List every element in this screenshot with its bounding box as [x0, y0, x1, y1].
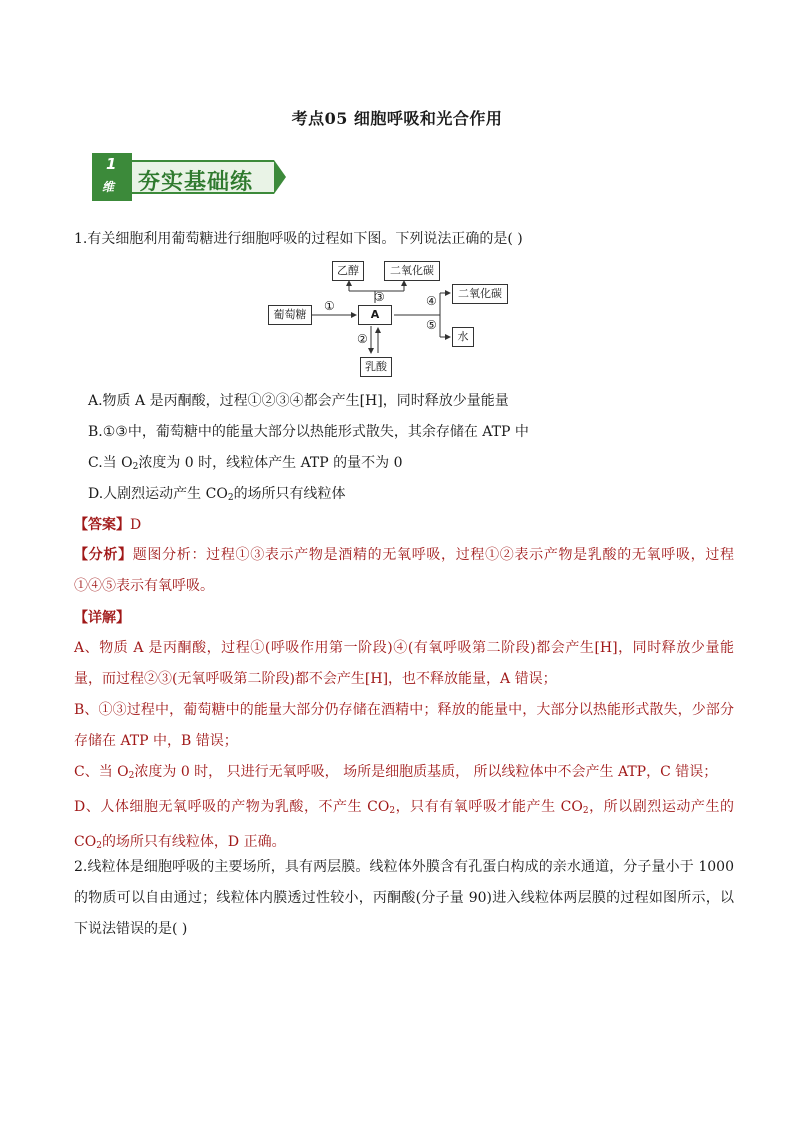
glucose-box: 葡萄糖 — [268, 305, 312, 325]
option-d: D.人剧烈运动产生 $CO_2$的场所只有线粒体 — [88, 486, 346, 503]
detail-label: 【详解】 — [74, 610, 130, 626]
option-c: C.当 $O_2$浓度为 0 时，线粒体产生 ATP 的量不为 0 — [88, 455, 403, 472]
detail-d: D、人体细胞无氧呼吸的产物为乳酸，不产生 $CO_2$，只有有氧呼吸才能产生 $CO_2$，所以剧烈运动产生的 $CO_2$的场所只有线粒体，D 正确。 — [74, 799, 735, 851]
step-4-label: ④ — [426, 294, 437, 308]
section-banner — [92, 153, 288, 201]
co2-top-box: 二氧化碳 — [384, 261, 440, 281]
banner-text: 夯实基础练 — [138, 170, 254, 195]
page-title: 考点05 细胞呼吸和光合作用 — [291, 109, 503, 128]
detail-block — [74, 633, 734, 862]
ethanol-box: 乙醇 — [332, 261, 364, 281]
option-b: B.①③中，葡萄糖中的能量大部分以热能形式散失，其余存储在 ATP 中 — [88, 424, 529, 440]
option-a: A.物质 A 是丙酮酸，过程①②③④都会产生[H]，同时释放少量能量 — [88, 393, 509, 409]
question-2-stem: 2.线粒体是细胞呼吸的主要场所，具有两层膜。线粒体外膜含有孔蛋白构成的亲水通道，分子量小于 1000 的物质可以自由通过；线粒体内膜透过性较小，丙酮酸(分子量 90)进入线粒体两层膜的过程如图所示，以下说法错误的是( ) — [74, 859, 734, 937]
question-1-stem: 1.有关细胞利用葡萄糖进行细胞呼吸的过程如下图。下列说法正确的是( ) — [74, 231, 523, 247]
answer-value: D — [130, 517, 142, 533]
water-box: 水 — [452, 327, 474, 347]
step-3-label: ③ — [374, 290, 385, 304]
co2-right-box: 二氧化碳 — [452, 284, 508, 304]
badge-unit: 维 — [102, 180, 115, 194]
respiration-diagram — [264, 257, 514, 381]
banner-strip — [132, 160, 274, 194]
banner-arrow-icon — [274, 160, 286, 194]
detail-b: B、①③过程中，葡萄糖中的能量大部分仍存储在酒精中；释放的能量中，大部分以热能形式散失，少部分存储在 ATP 中，B 错误； — [74, 702, 734, 749]
pyruvate-a-box: A — [358, 305, 392, 325]
analysis-label: 【分析】 — [74, 547, 133, 563]
step-5-label: ⑤ — [426, 318, 437, 332]
step-2-label: ② — [357, 332, 368, 346]
level-badge — [92, 153, 132, 201]
answer-line — [74, 513, 141, 537]
analysis-text: 题图分析：过程①③表示产物是酒精的无氧呼吸，过程①②表示产物是乳酸的无氧呼吸，过程①④⑤表示有氧呼吸。 — [74, 547, 735, 594]
badge-number: 1 — [106, 155, 117, 173]
answer-label: 【答案】 — [74, 517, 130, 533]
detail-c: C、当 $O_2$浓度为 0 时， 只进行无氧呼吸， 场所是细胞质基质， 所以线粒体中不会产生 ATP，C 错误； — [74, 764, 718, 781]
detail-a: A、物质 A 是丙酮酸，过程①(呼吸作用第一阶段)④(有氧呼吸第二阶段)都会产生[H]，同时释放少量能量，而过程②③(无氧呼吸第二阶段)都不会产生[H]，也不释放能量，A 错误； — [74, 640, 734, 687]
step-1-label: ① — [324, 299, 335, 313]
analysis-block — [74, 540, 734, 602]
lactic-box: 乳酸 — [360, 357, 392, 377]
